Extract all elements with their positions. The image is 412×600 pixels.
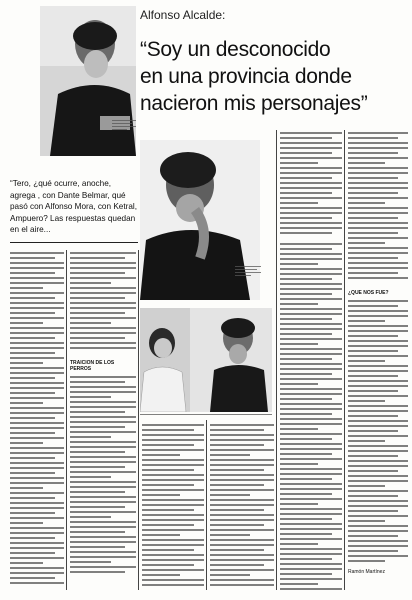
body-column-1 — [10, 252, 64, 592]
photo-caption-top — [112, 120, 136, 132]
body-column-4 — [210, 424, 274, 594]
body-column-2 — [70, 252, 136, 592]
body-column-6 — [348, 132, 408, 592]
author-signature: Ramón Martínez — [348, 569, 385, 575]
body-column-5 — [280, 132, 342, 592]
photo-two-people — [140, 308, 272, 412]
photo-caption-bottom — [140, 414, 272, 417]
column-rule-4 — [276, 130, 277, 590]
portrait-photo-top-image — [40, 6, 136, 156]
column-rule-1 — [66, 250, 67, 590]
lead-rule — [10, 242, 138, 243]
headline-line-2: en una provincia donde — [140, 65, 352, 88]
column-rule-5 — [344, 130, 345, 590]
column-rule-3 — [206, 420, 207, 590]
photo-two-people-image — [140, 308, 272, 412]
subhead-que-nos-fue: ¿QUE NOS FUE? — [348, 290, 389, 296]
body-column-3 — [142, 424, 204, 594]
portrait-photo-top — [40, 6, 136, 156]
headline-line-1: “Soy un desconocido — [140, 38, 331, 61]
photo-caption-middle — [235, 266, 261, 278]
article-headline — [140, 36, 410, 117]
lead-quote: “Tero, ¿qué ocurre, anoche, agrega , con Dante Belmar, qué pasó con Alfonso Mora, con Ketral, Ampuero? Las respuestas quedan en el aire... — [10, 179, 137, 234]
article-byline: Alfonso Alcalde: — [140, 8, 226, 22]
headline-line-3: nacieron mis personajes” — [140, 92, 368, 115]
column-rule-2 — [138, 250, 139, 590]
subhead-traicion: TRAICION DE LOS PERROS — [70, 360, 115, 372]
